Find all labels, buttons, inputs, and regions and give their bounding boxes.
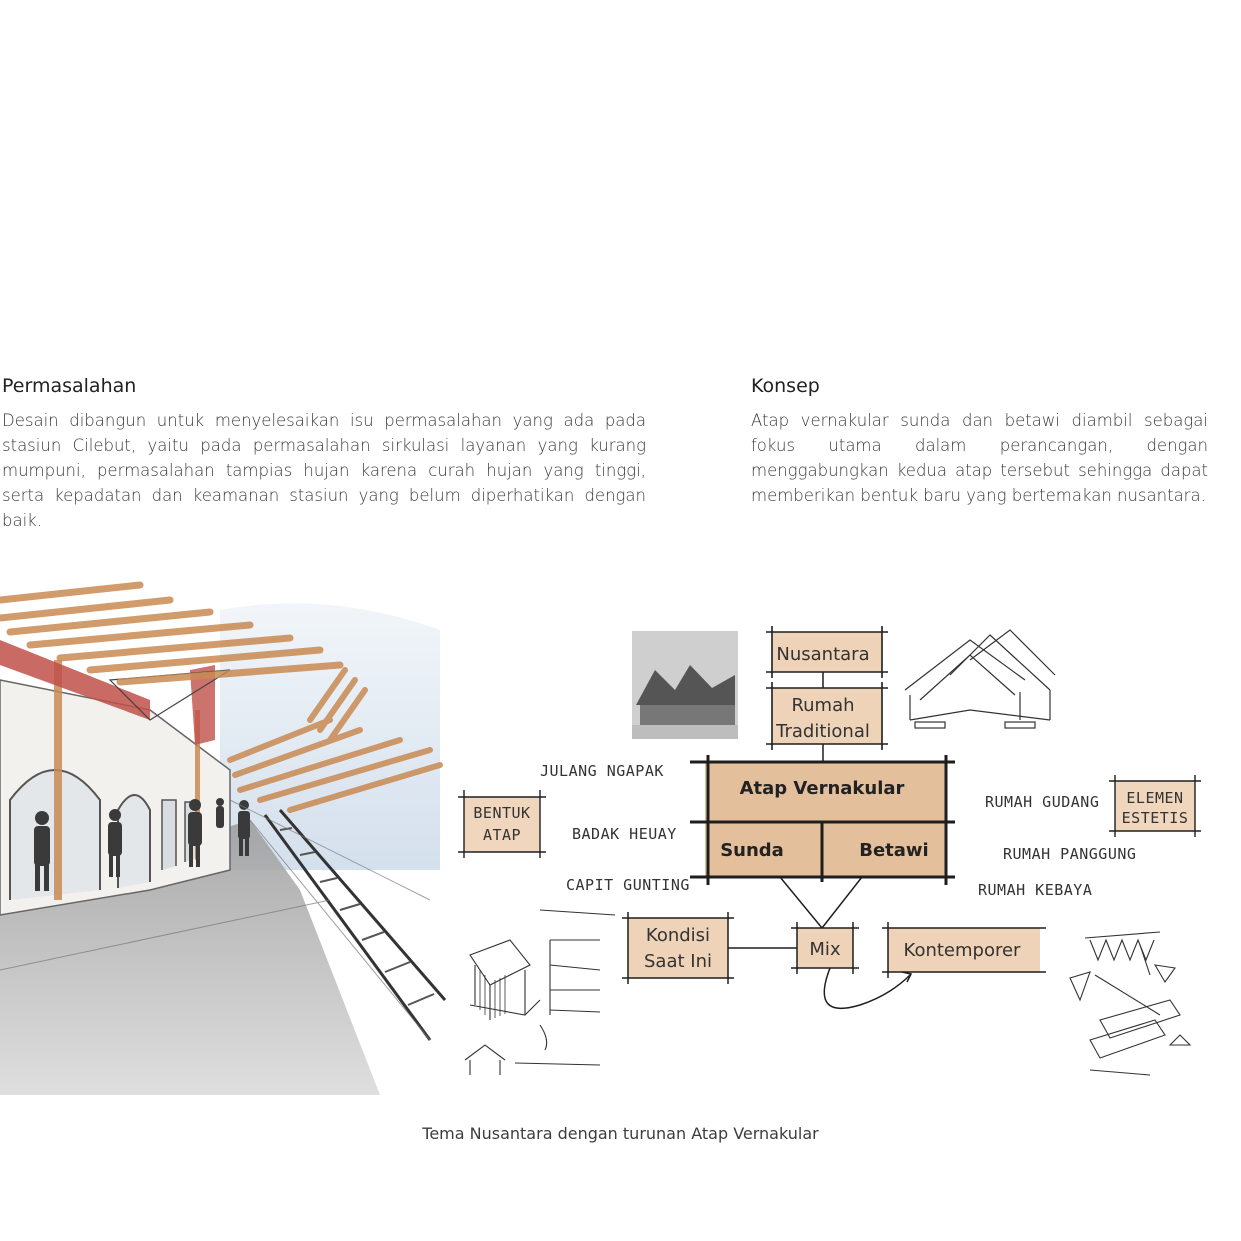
bentuk-label-1: BENTUK (473, 804, 531, 822)
julang-ngapak-label: JULANG NGAPAK (540, 762, 664, 780)
rumah-kebaya-label: RUMAH KEBAYA (978, 881, 1093, 899)
kondisi-label-2: Saat Ini (644, 951, 712, 972)
house-photo (632, 631, 738, 739)
capit-gunting-label: CAPIT GUNTING (566, 876, 690, 894)
kontemporer-label: Kontemporer (903, 940, 1021, 961)
station-platform-sketch (0, 570, 450, 1095)
mix-label: Mix (809, 939, 841, 960)
rumah-label-1: Rumah (791, 695, 855, 716)
elemen-label-2: ESTETIS (1121, 809, 1189, 827)
rumah-gudang-label: RUMAH GUDANG (985, 793, 1100, 811)
sunda-label: Sunda (720, 840, 784, 861)
bentuk-label-2: ATAP (482, 826, 522, 844)
konsep-body: Atap vernakular sunda dan betawi diambil sebagai fokus utama dalam perancangan, dengan menggabungkan kedua atap tersebut sehingga dapat memberikan bentuk baru yang bertemakan nusantara. (751, 411, 1208, 505)
rumah-label-2: Traditional (776, 721, 870, 742)
roof-detail-sketch (465, 910, 615, 1075)
nusantara-label: Nusantara (776, 644, 870, 665)
ornament-sketch (1070, 932, 1190, 1075)
mix-to-kontemporer-arrow (824, 968, 910, 1008)
permasalahan-title: Permasalahan (2, 375, 137, 397)
house-roof-sketch (905, 630, 1055, 728)
konsep-title: Konsep (751, 375, 820, 397)
concept-diagram (450, 620, 1220, 1090)
figure-caption: Tema Nusantara dengan turunan Atap Vernakular (422, 1124, 819, 1143)
betawi-label: Betawi (859, 840, 929, 861)
permasalahan-body: Desain dibangun untuk menyelesaikan isu permasalahan yang ada pada stasiun Cilebut, yaitu pada permasalahan sirkulasi layanan yang kurang mumpuni, permasalahan tampias hujan karena curah hujan yang tinggi, serta kepadatan dan keamanan stasiun yang belum diperhatikan dengan baik. (2, 411, 646, 530)
elemen-label-1: ELEMEN (1126, 789, 1184, 807)
rumah-panggung-label: RUMAH PANGGUNG (1003, 845, 1137, 863)
badak-heuay-label: BADAK HEUAY (572, 825, 677, 843)
kondisi-label-1: Kondisi (645, 925, 711, 946)
atap-vernakular-label: Atap Vernakular (739, 778, 905, 799)
